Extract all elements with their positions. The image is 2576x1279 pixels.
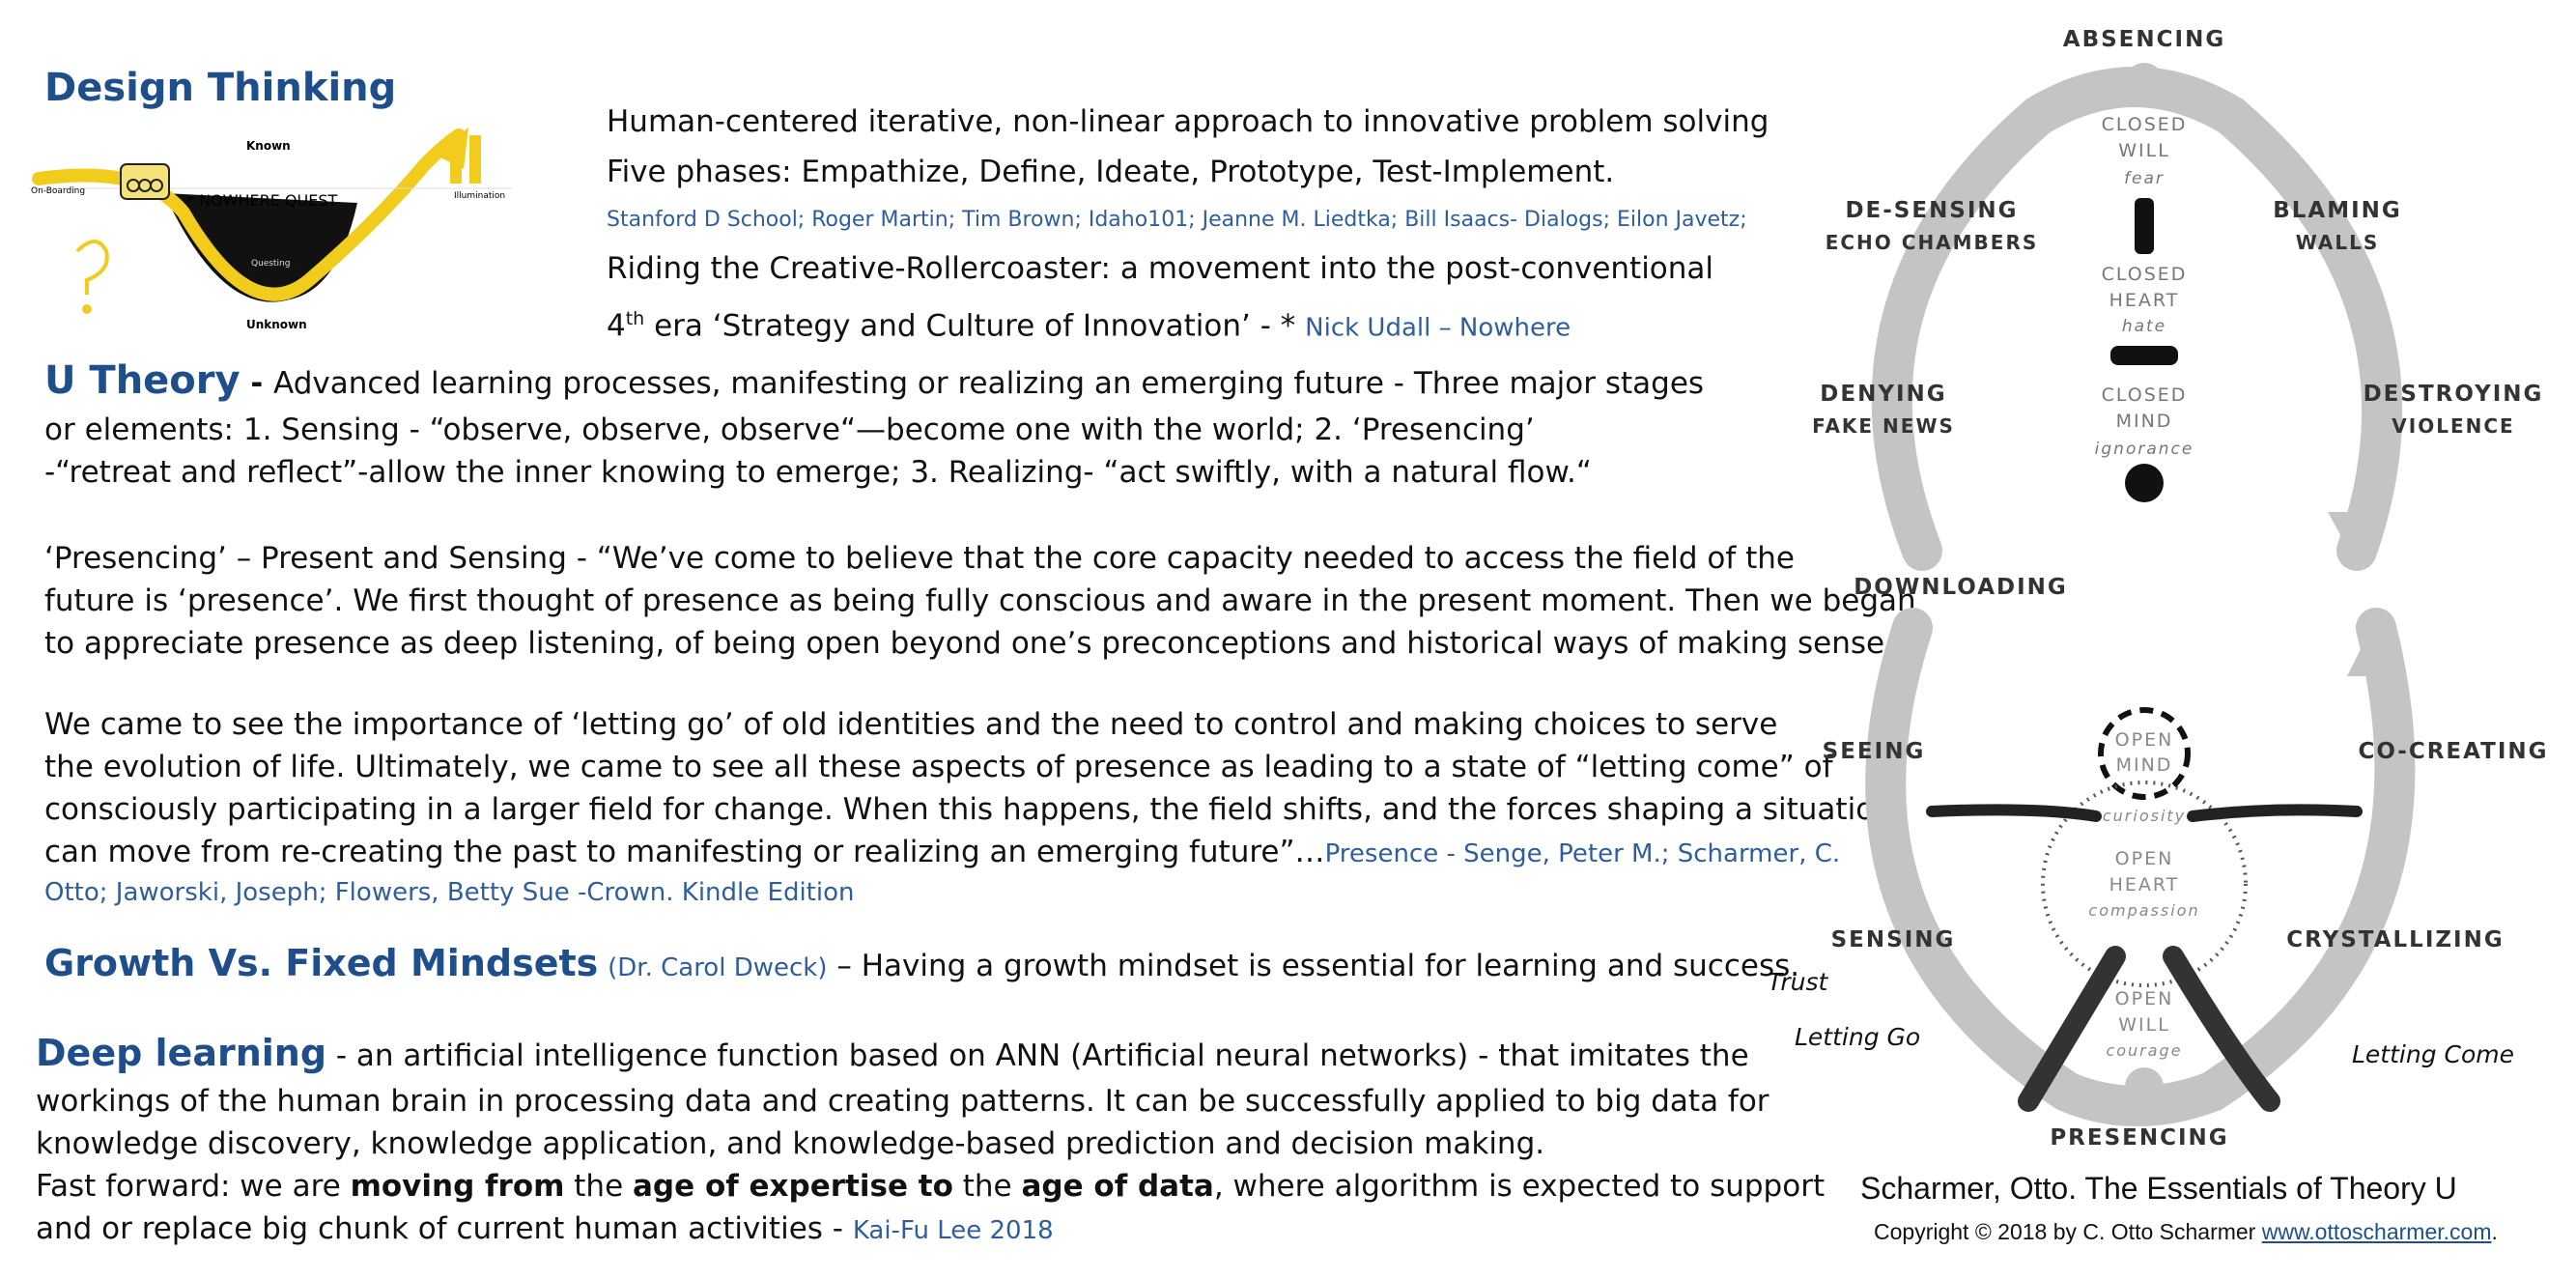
onboarding-label: On-Boarding [31, 186, 86, 196]
de-sensing-label: DE-SENSING [1845, 198, 2019, 223]
u-theory-line-2: or elements: 1. Sensing - “observe, observe, observe“—become one with the world; 2. ‘Presencing’ [44, 412, 1535, 447]
known-label: Known [246, 139, 291, 153]
exclamation-icon [450, 135, 462, 184]
dt-line-3: Riding the Creative-Rollercoaster: a movement into the post-conventional [607, 251, 1714, 286]
questing-label: Questing [251, 259, 291, 269]
nowhere-quest-label: * NOWHERE QUEST [186, 191, 338, 210]
dweck-citation[interactable]: (Dr. Carol Dweck) [608, 953, 828, 982]
letting-go-paragraph: We came to see the importance of ‘letting go’ of old identities and the need to control and making choices to serve the evolution of life. Ultimately, we came to see all these aspects of presence as leading to a state of “letting come” of consciously participating in a larger field for change. When this happens, the field shifts, and the forces shaping a situation can move from re-creating the past to manifesting or realizing an emerging future”…Presence - Senge, Peter M.; Scharmer, C. Otto; Jaworski, Joseph; Flowers, Betty Sue -Crown. Kindle Edition [44, 703, 1893, 910]
figure-text: CLOSED [2101, 264, 2188, 285]
blaming-label: BLAMING [2273, 198, 2402, 223]
destroying-label: DESTROYING [2363, 382, 2544, 407]
courage-label: courage [2106, 1041, 2183, 1060]
will-bar-icon [2135, 198, 2154, 254]
left-arm [1932, 810, 2096, 816]
sensing-label: SENSING [1830, 927, 1956, 952]
letting-go-label: Letting Go [1795, 1023, 1921, 1051]
walls-label: WALLS [2295, 231, 2380, 254]
mind-dot-icon [2125, 464, 2164, 502]
figure-text: MIND [2115, 754, 2173, 776]
echo-chambers-label: ECHO CHAMBERS [1825, 231, 2039, 254]
figure-text: OPEN [2114, 988, 2174, 1009]
u-theory-line-3: -“retreat and reflect”-allow the inner knowing to emerge; 3. Realizing- “act swiftly, with a natural flow.“ [44, 455, 1592, 490]
presence-citation-cont[interactable]: Otto; Jaworski, Joseph; Flowers, Betty Sue -Crown. Kindle Edition [44, 878, 855, 907]
figure-text: HEART [2109, 290, 2180, 311]
unknown-label: Unknown [246, 318, 307, 331]
hate-label: hate [2121, 317, 2167, 336]
u-theory-title: U Theory [44, 358, 241, 403]
figure-text: MIND [2115, 411, 2173, 432]
denying-label: DENYING [1820, 382, 1947, 407]
figure-text: WILL [2118, 1014, 2170, 1036]
deep-learning-section: Deep learning - an artificial intelligence function based on ANN (Artificial neural networks) - that imitates the workings of the human brain in processing data and creating patterns. It can be successfully applied to big data for knowledge discovery, knowledge application, and knowledge-based prediction and decision making. Fast forward: we are moving from the age of expertise to the age of data, where algorithm is expected to support and or replace big chunk of current human activities - Kai-Fu Lee 2018 [36, 1032, 1826, 1246]
theory-u-caption: Scharmer, Otto. The Essentials of Theory U [1860, 1171, 2457, 1206]
design-thinking-title: Design Thinking [44, 66, 397, 110]
figure-text: CLOSED [2101, 114, 2188, 135]
trust-label: Trust [1768, 968, 1828, 996]
dt-citation-link[interactable]: Nick Udall – Nowhere [1305, 313, 1571, 343]
dt-line-4: 4th era ‘Strategy and Culture of Innovation’ - * Nick Udall – Nowhere [607, 308, 1571, 344]
absencing-label: ABSENCING [2062, 27, 2226, 52]
growth-title: Growth Vs. Fixed Mindsets [44, 942, 599, 984]
seeing-label: SEEING [1822, 739, 1926, 764]
theory-u-copyright: Copyright © 2018 by C. Otto Scharmer www.ottoscharmer.com. [1874, 1219, 2498, 1244]
co-creating-label: CO-CREATING [2358, 739, 2549, 764]
question-mark-icon [77, 242, 107, 295]
right-arm [2193, 810, 2357, 816]
presencing-paragraph: ‘Presencing’ – Present and Sensing - “We’ve come to believe that the core capacity needed to access the field of the future is ‘presence’. We first thought of presence as being fully conscious and aware in the present moment. Then we began to appreciate presence as deep listening, of being open beyond one’s preconceptions and historical ways of making sense. [44, 541, 1916, 661]
compassion-label: compassion [2088, 901, 2200, 920]
theory-u-figure [1748, 10, 2569, 1159]
crystallizing-label: CRYSTALLIZING [2286, 927, 2505, 952]
downloading-label: DOWNLOADING [1854, 575, 2068, 600]
u-theory-section: U Theory - Advanced learning processes, manifesting or realizing an emerging future - Three major stages or elements: 1. Sensing - “observe, observe, observe“—become one with the world; 2. ‘Presencing’ -“retreat and reflect”-allow the inner knowing to emerge; 3. Realizing- “act swiftly, with a natural flow.“ [44, 355, 1704, 494]
ignorance-label: ignorance [2094, 440, 2194, 459]
violence-label: VIOLENCE [2392, 414, 2515, 438]
illumination-label: Illumination [454, 191, 506, 201]
fear-label: fear [2124, 169, 2165, 188]
dt-line-1: Human-centered iterative, non-linear approach to innovative problem solving [607, 104, 1769, 139]
presence-citation[interactable]: Presence - Senge, Peter M.; Scharmer, C. [1324, 839, 1841, 868]
figure-text: OPEN [2114, 729, 2174, 751]
kai-fu-lee-citation[interactable]: Kai-Fu Lee 2018 [852, 1216, 1054, 1245]
growth-mindset-section: Growth Vs. Fixed Mindsets (Dr. Carol Dweck) – Having a growth mindset is essential for learning and success. [44, 942, 1800, 984]
presencing-label: PRESENCING [2050, 1125, 2229, 1151]
open-mind-circle [2101, 710, 2188, 797]
dt-sources: Stanford D School; Roger Martin; Tim Brown; Idaho101; Jeanne M. Liedtka; Bill Isaacs- Dialogs; Eilon Javetz; [607, 208, 1747, 232]
letting-come-label: Letting Come [2352, 1040, 2515, 1068]
deep-learning-title: Deep learning [36, 1032, 327, 1074]
fake-news-label: FAKE NEWS [1812, 414, 1955, 438]
heart-bar-icon [2110, 346, 2178, 365]
u-theory-line-1: Advanced learning processes, manifesting or realizing an emerging future - Three major stages [273, 366, 1705, 401]
rollercoaster-figure [29, 126, 512, 333]
curiosity-label: curiosity [2102, 807, 2187, 825]
figure-text: WILL [2118, 140, 2170, 161]
figure-text: HEART [2109, 874, 2180, 895]
ottoscharmer-link[interactable]: www.ottoscharmer.com [2261, 1219, 2492, 1244]
figure-text: CLOSED [2101, 384, 2188, 406]
dt-line-2: Five phases: Empathize, Define, Ideate, Prototype, Test-Implement. [607, 155, 1615, 189]
figure-text: OPEN [2114, 848, 2174, 869]
